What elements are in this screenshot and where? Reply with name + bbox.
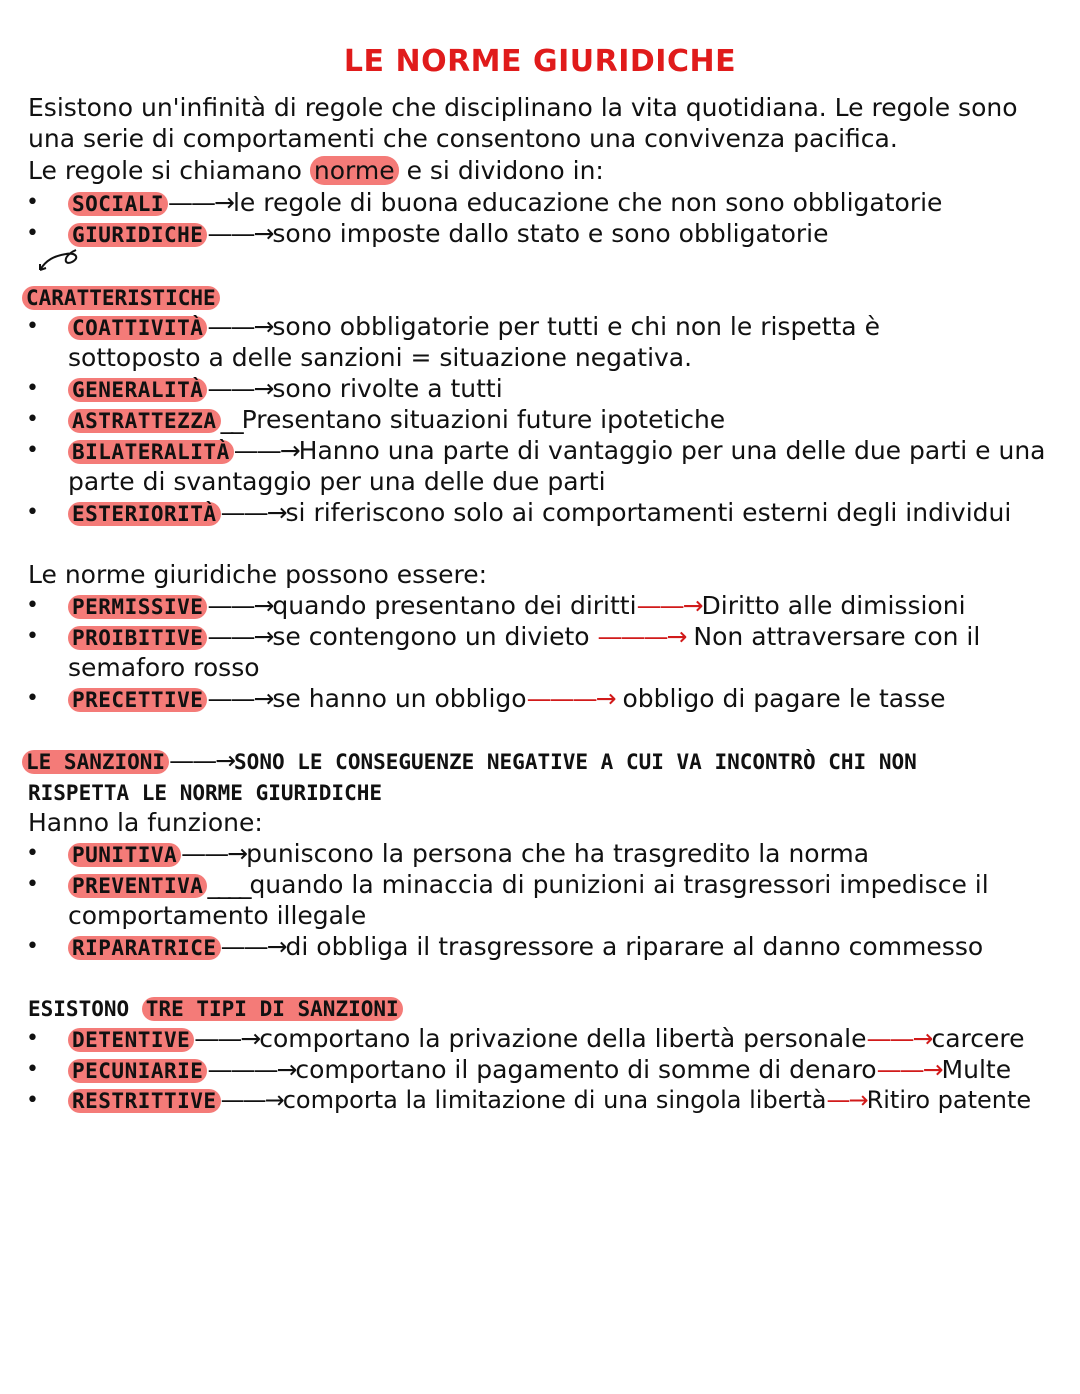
list-item [68, 590, 966, 621]
bullet: • [26, 190, 39, 215]
list-item [68, 1023, 1024, 1054]
sanctions-heading: LE SANZIONI [22, 750, 169, 774]
sanction-type-example: Ritiro patente [866, 1086, 1032, 1114]
bullet: • [26, 841, 39, 866]
sanctions-text: SONO LE CONSEGUENZE NEGATIVE A CUI VA INCONTRÒ CHI NON [234, 750, 917, 774]
intro-line-2: una serie di comportamenti che consentono una convivenza pacifica. [28, 124, 898, 153]
arrow-icon: ——→ [220, 932, 286, 961]
sanctions-text-cont: RISPETTA LE NORME GIURIDICHE [28, 781, 383, 805]
intro-line-3-pre: Le regole si chiamano [28, 156, 310, 185]
arrow-icon: ——→ [220, 498, 286, 527]
list-item [68, 404, 725, 435]
arrow-icon: ____ [207, 870, 250, 899]
kinds-intro: Le norme giuridiche possono essere: [28, 560, 488, 589]
char-label: BILATERALITÀ [68, 440, 234, 464]
intro-line-3-post: e si dividono in: [398, 156, 604, 185]
arrow-icon: ——→ [220, 1086, 283, 1114]
sanction-type-text: comportano la privazione della libertà personale [259, 1024, 867, 1053]
list-item [68, 931, 983, 962]
list-item [68, 311, 880, 342]
sanctions-text-cont-line [28, 776, 382, 807]
kind-example: Non attraversare con il [685, 622, 981, 651]
arrow-icon: ——→ [207, 622, 273, 651]
arrow-icon: ——→ [207, 591, 273, 620]
red-arrow-icon: ——→ [636, 591, 702, 620]
sanction-type-label: DETENTIVE [68, 1028, 194, 1052]
red-arrow-icon: ———→ [526, 684, 615, 713]
kind-label: PROIBITIVE [68, 626, 207, 650]
list-item [68, 621, 980, 652]
function-intro: Hanno la funzione: [28, 808, 263, 837]
function-label: RIPARATRICE [68, 936, 221, 960]
list-item [68, 187, 942, 218]
bullet: • [26, 1088, 39, 1113]
list-item [68, 683, 946, 714]
list-item [68, 1054, 1011, 1085]
sanction-type-text: comporta la limitazione di una singola libertà [282, 1086, 827, 1114]
bullet: • [26, 221, 39, 246]
char-text-cont: parte di svantaggio per una delle due parti [68, 467, 606, 496]
bullet: • [26, 624, 39, 649]
sanction-type-label: RESTRITTIVE [68, 1089, 221, 1113]
function-text: quando la minaccia di punizioni ai trasgressori impedisce il [249, 870, 989, 899]
bullet: • [26, 376, 39, 401]
bullet: • [26, 314, 39, 339]
function-text-cont: comportamento illegale [68, 901, 367, 930]
arrow-icon: ——→ [207, 374, 273, 403]
char-text: sono rivolte a tutti [272, 374, 503, 403]
char-text: sono obbligatorie per tutti e chi non le rispetta è [272, 312, 880, 341]
arrow-icon: __ [220, 405, 242, 434]
char-text: si riferiscono solo ai comportamenti esterni degli individui [285, 498, 1012, 527]
list-item [68, 838, 869, 869]
red-arrow-icon: ——→ [876, 1055, 942, 1084]
type-label: SOCIALI [68, 192, 168, 216]
list-item [68, 869, 989, 900]
red-arrow-icon: ———→ [597, 622, 686, 651]
arrow-icon: ——→ [169, 746, 235, 775]
kind-text: se hanno un obbligo [272, 684, 527, 713]
sanctions-heading-line [22, 745, 917, 776]
char-label: COATTIVITÀ [68, 316, 207, 340]
kind-text: se contengono un divieto [272, 622, 598, 651]
bullet: • [26, 407, 39, 432]
bullet: • [26, 500, 39, 525]
bullet: • [26, 934, 39, 959]
list-item [68, 218, 828, 249]
sanction-types-intro-pre: ESISTONO [28, 997, 142, 1021]
function-text: di obbliga il trasgressore a riparare al danno commesso [285, 932, 984, 961]
sanction-type-example: carcere [931, 1024, 1025, 1053]
sanction-type-label: PECUNIARIE [68, 1059, 207, 1083]
bullet: • [26, 1057, 39, 1082]
arrow-icon: ——→ [194, 1024, 260, 1053]
intro-line-3 [28, 155, 604, 186]
bullet: • [26, 872, 39, 897]
kind-label: PRECETTIVE [68, 688, 207, 712]
norme-highlight: norme [310, 156, 399, 185]
kind-example: Diritto alle dimissioni [701, 591, 966, 620]
char-label: ESTERIORITÀ [68, 502, 221, 526]
char-text: Presentano situazioni future ipotetiche [241, 405, 726, 434]
list-item [68, 497, 1011, 528]
curved-arrow-icon [36, 244, 86, 274]
arrow-icon: ——→ [233, 436, 299, 465]
char-text: Hanno una parte di vantaggio per una delle due parti e una [298, 436, 1046, 465]
kind-example: obbligo di pagare le tasse [614, 684, 946, 713]
kind-label: PERMISSIVE [68, 595, 207, 619]
list-item [68, 373, 503, 404]
bullet: • [26, 438, 39, 463]
type-text: sono imposte dallo stato e sono obbligatorie [272, 219, 829, 248]
char-label: ASTRATTEZZA [68, 409, 221, 433]
bullet: • [26, 686, 39, 711]
arrow-icon: ———→ [207, 1055, 296, 1084]
sanction-types-highlight: TRE TIPI DI SANZIONI [142, 997, 403, 1021]
page-title: LE NORME GIURIDICHE [343, 44, 737, 79]
kind-text-cont: semaforo rosso [68, 653, 260, 682]
arrow-icon: ——→ [181, 839, 247, 868]
sanction-type-text: comportano il pagamento di somme di denaro [295, 1055, 877, 1084]
function-text: puniscono la persona che ha trasgredito la norma [246, 839, 870, 868]
arrow-icon: ——→ [207, 219, 273, 248]
bullet: • [26, 1026, 39, 1051]
intro-line-1: Esistono un'infinità di regole che disciplinano la vita quotidiana. Le regole sono [28, 93, 1018, 122]
type-text: le regole di buona educazione che non sono obbligatorie [232, 188, 943, 217]
characteristics-heading-label: CARATTERISTICHE [22, 286, 220, 310]
bullet: • [26, 593, 39, 618]
function-label: PUNITIVA [68, 843, 181, 867]
arrow-icon: ——→ [168, 188, 233, 217]
red-arrow-icon: —→ [826, 1086, 867, 1114]
arrow-icon: ——→ [207, 684, 273, 713]
char-text-cont: sottoposto a delle sanzioni = situazione negativa. [68, 343, 693, 372]
red-arrow-icon: ——→ [866, 1024, 932, 1053]
char-label: GENERALITÀ [68, 378, 207, 402]
characteristics-heading [22, 281, 220, 312]
sanction-type-example: Multe [941, 1055, 1012, 1084]
arrow-icon: ——→ [207, 312, 273, 341]
kind-text: quando presentano dei diritti [272, 591, 637, 620]
list-item [68, 435, 1046, 466]
list-item [68, 1085, 1031, 1116]
function-label: PREVENTIVA [68, 874, 207, 898]
sanction-types-intro [28, 992, 403, 1023]
type-label: GIURIDICHE [68, 223, 207, 247]
